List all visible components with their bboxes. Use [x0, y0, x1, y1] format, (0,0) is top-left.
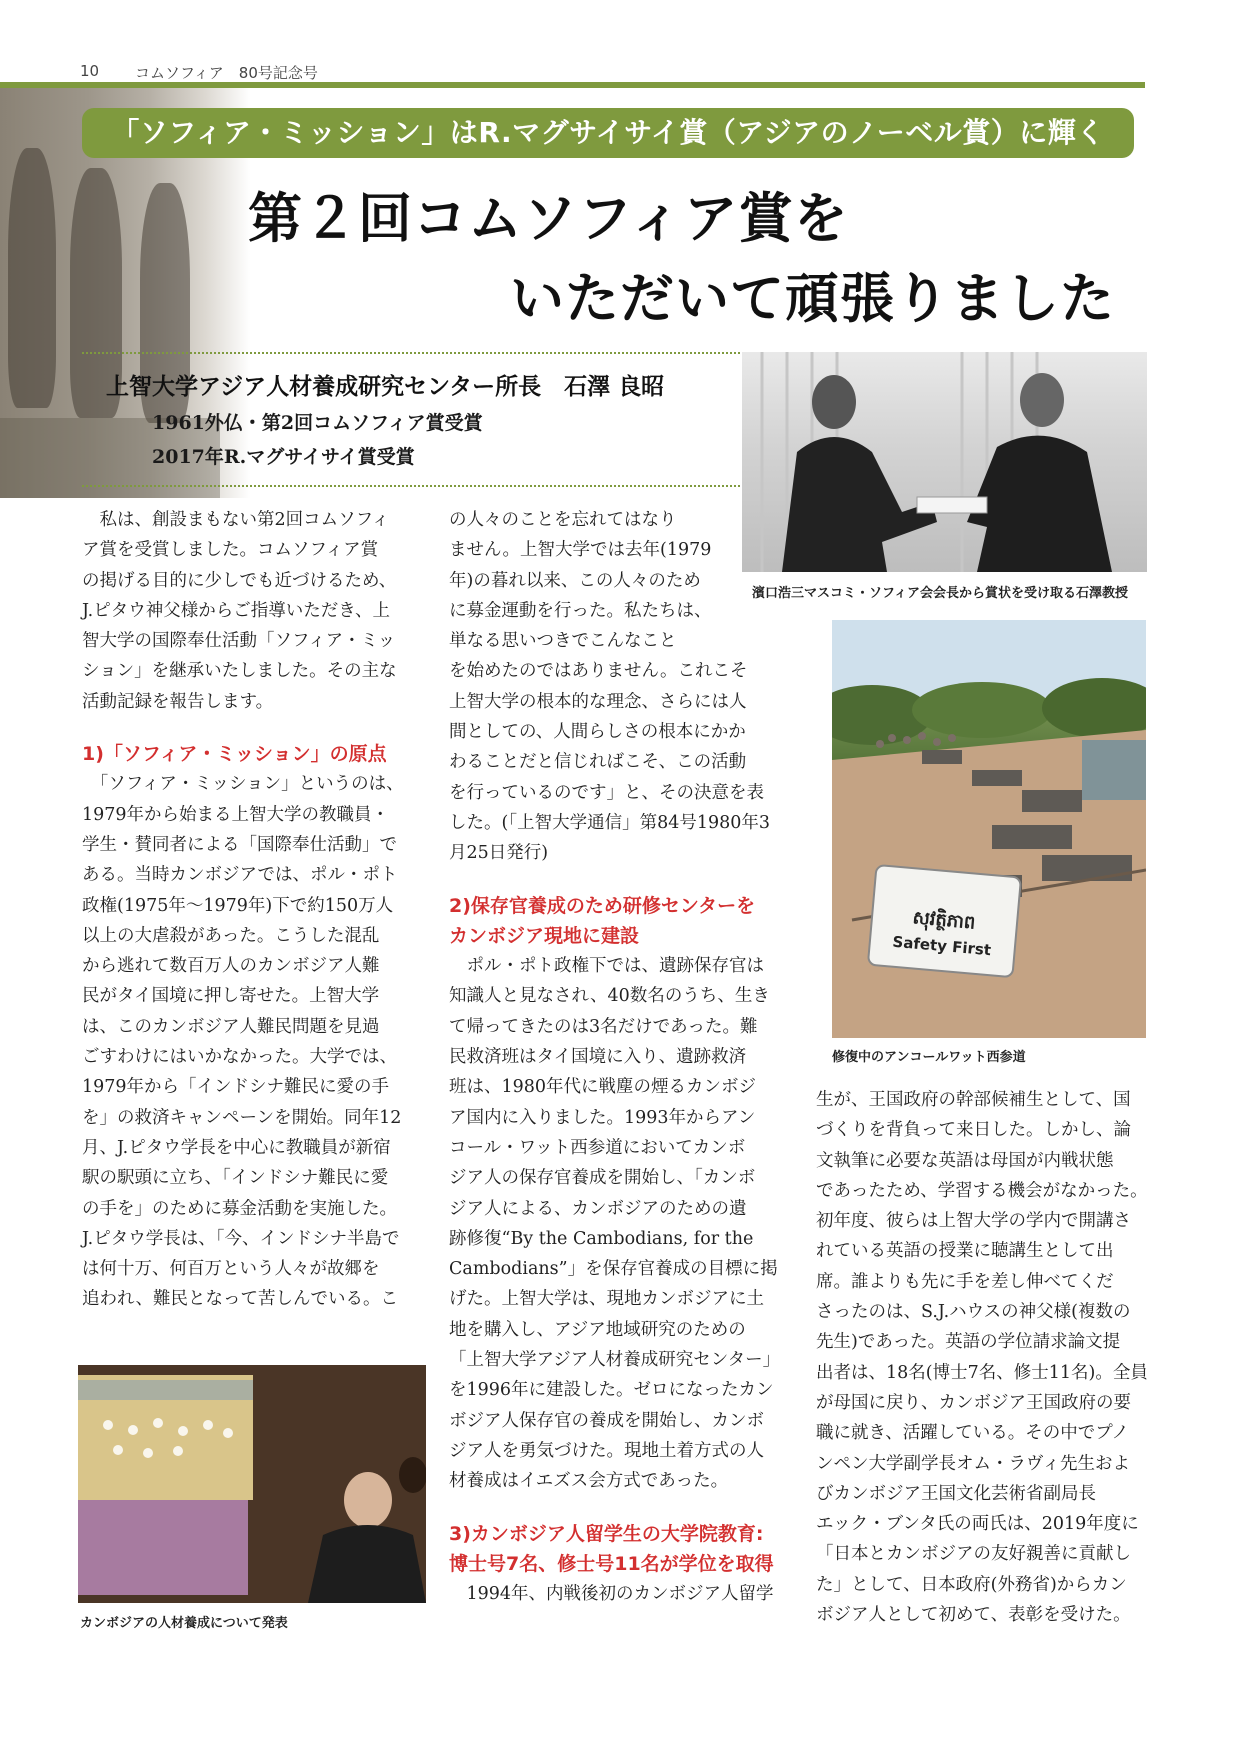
- body-line: ジア人の保存官養成を開始し、「カンボ: [449, 1168, 756, 1189]
- body-line: 文執筆に必要な英語は母国が内戦状態: [816, 1150, 1114, 1171]
- body-line: 民がタイ国境に押し寄せた。上智大学: [82, 986, 380, 1007]
- body-line: 出者は、18名(博士7名、修士11名)。全員: [816, 1362, 1148, 1383]
- body-line: げた。上智大学は、現地カンボジアに土: [449, 1289, 764, 1310]
- award-photo-caption: 濱口浩三マスコミ・ソフィア会会長から賞状を受け取る石澤教授: [752, 586, 1128, 601]
- body-line: 民救済班はタイ国境に入り、遺跡救済: [449, 1047, 747, 1068]
- intro-line: 智大学の国際奉仕活動「ソフィア・ミッ: [82, 631, 396, 652]
- body-line: わることだと信じればこそ、この活動: [449, 752, 747, 773]
- body-line: 単なる思いつきでこんなこと: [449, 631, 677, 652]
- article-column-3: [816, 1085, 1148, 1630]
- angkor-causeway-photo: [832, 620, 1146, 1038]
- intro-line: 活動記録を報告します。: [82, 691, 274, 712]
- intro-line: の掲げる目的に少しでも近づけるため、: [82, 570, 397, 591]
- main-title-line1: 第２回コムソフィア賞を: [248, 186, 849, 250]
- body-line: 以上の大虐殺があった。こうした混乱: [82, 925, 380, 946]
- author-award-2: 2017年R.マグサイサイ賞受賞: [152, 446, 415, 468]
- body-line: 学生・賛同者による「国際奉仕活動」で: [82, 834, 397, 855]
- body-line: 政権(1975年〜1979年)下で約150万人: [82, 895, 394, 916]
- main-title-line2: いただいて頑張りました: [510, 266, 1115, 330]
- section-heading-2: カンボジア現地に建設: [449, 924, 640, 947]
- body-line: 1994年、内戦後初のカンボジア人留学: [449, 1584, 774, 1605]
- section-heading-3: 3)カンボジア人留学生の大学院教育:: [449, 1522, 764, 1545]
- angkor-photo-caption: 修復中のアンコールワット西参道: [832, 1050, 1026, 1065]
- section-heading-1: 1)「ソフィア・ミッション」の原点: [82, 743, 387, 766]
- body-line: ジア人による、カンボジアのための遺: [449, 1198, 747, 1219]
- author-name: 上智大学アジア人材養成研究センター所長 石澤 良昭: [106, 374, 665, 400]
- body-line: した。(「上智大学通信」第84号1980年3: [449, 812, 771, 833]
- body-line: コール・ワット西参道においてカンボ: [449, 1137, 746, 1158]
- body-line: であったため、学習する機会がなかった。: [816, 1180, 1148, 1201]
- body-line: 月、J.ピタウ学長を中心に教職員が新宿: [82, 1137, 391, 1158]
- intro-line: 私は、創設まもない第2回コムソフィ: [82, 510, 390, 530]
- body-line: て帰ってきたのは3名だけであった。難: [449, 1016, 758, 1037]
- author-box-bottom-rule: [82, 485, 740, 487]
- presentation-photo-caption: カンボジアの人材養成について発表: [80, 1616, 288, 1631]
- body-line: が母国に戻り、カンボジア王国政府の要: [816, 1392, 1131, 1413]
- body-line: 月25日発行): [449, 843, 549, 864]
- article-column-2: [449, 505, 780, 1609]
- body-line: 職に就き、活躍している。その中でプノ: [816, 1423, 1129, 1444]
- body-line: に募金運動を行った。私たちは、: [449, 600, 712, 621]
- body-line: を」の救済キャンペーンを開始。同年12: [82, 1107, 402, 1128]
- body-line: 「ソフィア・ミッション」というのは、: [82, 774, 404, 795]
- body-line: は、このカンボジア人難民問題を見過: [82, 1016, 380, 1037]
- body-line: の手を」のために募金活動を実施した。: [82, 1198, 397, 1219]
- body-line: 駅の駅頭に立ち、「インドシナ難民に愛: [82, 1168, 389, 1189]
- body-line: 間としての、人間らしさの根本にかか: [449, 722, 746, 743]
- sign-khmer-text: សុវត្ថិភាព: [911, 907, 977, 934]
- body-line: エック・ブンタ氏の両氏は、2019年度に: [816, 1514, 1139, 1535]
- body-line: ごすわけにはいかなかった。大学では、: [82, 1047, 397, 1068]
- body-line: 「上智大学アジア人材養成研究センター」: [449, 1350, 781, 1371]
- body-line: ジア人を勇気づけた。現地土着方式の人: [449, 1440, 764, 1461]
- body-line: 地を購入し、アジア地域研究のための: [449, 1319, 746, 1340]
- body-line: を1996年に建設した。ゼロになったカン: [449, 1380, 774, 1401]
- body-line: 跡修復“By the Cambodians, for the: [449, 1228, 754, 1249]
- body-line: 年)の暮れ以来、この人々のため: [449, 570, 701, 591]
- body-line: J.ピタウ学長は、「今、インドシナ半島で: [82, 1228, 400, 1249]
- body-line: びカンボジア王国文化芸術省副局長: [816, 1483, 1096, 1504]
- body-line: 上智大学の根本的な理念、さらには人: [449, 691, 747, 712]
- body-line: ポル・ポト政権下では、遺跡保存官は: [449, 956, 764, 977]
- section-heading-2: 2)保存官養成のため研修センターを: [449, 894, 756, 917]
- section-heading-3: 博士号7名、修士号11名が学位を取得: [449, 1552, 774, 1575]
- body-line: ボジア人として初めて、表彰を受けた。: [816, 1605, 1131, 1626]
- body-line: ある。当時カンボジアでは、ポル・ポト: [82, 865, 398, 886]
- body-line: を始めたのではありません。これこそ: [449, 661, 748, 682]
- article-column-1: [82, 505, 404, 1315]
- author-award-1: 1961外仏・第2回コムソフィア賞受賞: [152, 412, 483, 434]
- intro-line: ション」を継承いたしました。その主な: [82, 661, 397, 682]
- body-line: 追われ、難民となって苦しんでいる。こ: [82, 1289, 399, 1310]
- body-line: 「日本とカンボジアの友好親善に貢献し: [816, 1544, 1131, 1565]
- body-line: の人々のことを忘れてはなり: [449, 510, 677, 530]
- body-line: れている英語の授業に聴講生として出: [816, 1241, 1114, 1262]
- body-line: 知識人と見なされ、40数名のうち、生き: [449, 986, 770, 1007]
- body-line: ボジア人保存官の養成を開始し、カンボ: [449, 1410, 764, 1431]
- body-line: づくりを背負って来日した。しかし、論: [816, 1120, 1131, 1141]
- sign-safety-text: Safety First: [891, 932, 992, 960]
- body-line: から逃れて数百万人のカンボジア人難: [82, 956, 380, 977]
- body-line: を行っているのです」と、その決意を表: [449, 782, 764, 803]
- intro-line: ア賞を受賞しました。コムソフィア賞: [82, 540, 379, 561]
- page-number: 10: [80, 62, 100, 80]
- author-box-top-rule: [82, 352, 740, 354]
- body-line: 席。誰よりも先に手を差し伸べてくだ: [816, 1271, 1114, 1292]
- body-line: Cambodians”」を保存官養成の目標に掲: [449, 1259, 778, 1280]
- body-line: 1979年から始まる上智大学の教職員・: [82, 804, 390, 825]
- body-line: ません。上智大学では去年(1979: [449, 540, 712, 561]
- body-line: さったのは、S.J.ハウスの神父様(複数の: [816, 1302, 1131, 1323]
- body-line: 先生)であった。英語の学位請求論文提: [816, 1332, 1121, 1353]
- magazine-title: コムソフィア 80号記念号: [135, 64, 318, 82]
- body-line: 班は、1980年代に戦塵の煙るカンボジ: [449, 1077, 757, 1098]
- presentation-photo: [78, 1365, 426, 1603]
- body-line: 材養成はイエズス会方式であった。: [449, 1471, 729, 1492]
- intro-line: J.ピタウ神父様からご指導いただき、上: [82, 600, 391, 621]
- body-line: た」として、日本政府(外務省)からカン: [816, 1574, 1127, 1595]
- body-line: 初年度、彼らは上智大学の学内で開講さ: [816, 1211, 1131, 1232]
- body-line: 生が、王国政府の幹部候補生として、国: [816, 1090, 1131, 1110]
- body-line: ンペン大学副学長オム・ラヴィ先生およ: [816, 1453, 1130, 1474]
- body-line: ア国内に入りました。1993年からアン: [449, 1107, 756, 1128]
- award-ceremony-photo: [742, 352, 1147, 572]
- headline-banner: 「ソフィア・ミッション」はR.マグサイサイ賞（アジアのノーベル賞）に輝く: [82, 108, 1134, 158]
- body-line: 1979年から「インドシナ難民に愛の手: [82, 1077, 390, 1098]
- body-line: は何十万、何百万という人々が故郷を: [82, 1259, 380, 1280]
